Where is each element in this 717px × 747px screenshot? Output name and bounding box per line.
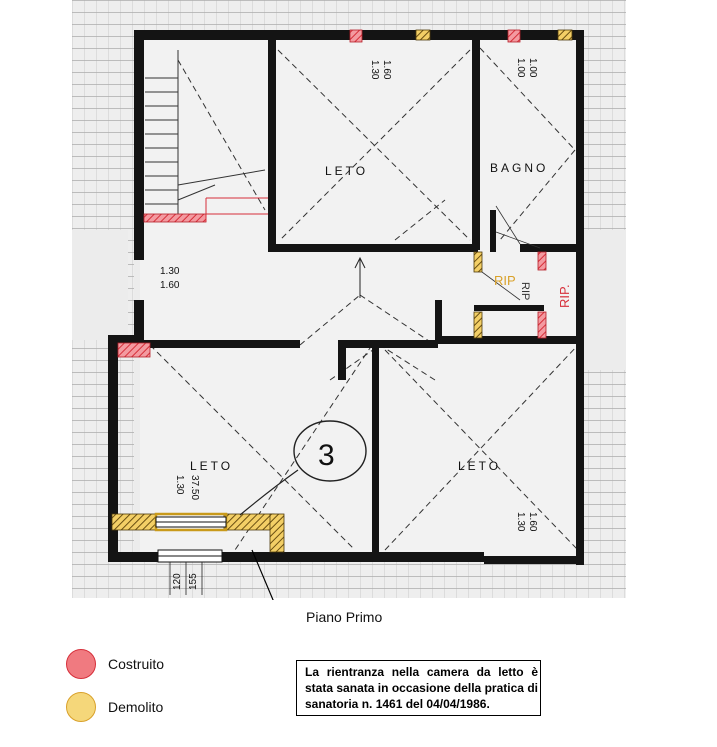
roof-clear-right bbox=[584, 230, 626, 370]
demolished-top-2 bbox=[558, 30, 572, 40]
wall-left-mid bbox=[134, 300, 144, 345]
dim-bottom-2: 37.50 bbox=[189, 475, 200, 501]
wall-closet bbox=[474, 305, 544, 311]
legend-label-built: Costruito bbox=[108, 656, 165, 672]
wall-bath-bottom bbox=[520, 244, 578, 252]
dim-top-right-1: 1.00 bbox=[515, 58, 526, 78]
built-bath-1 bbox=[538, 252, 546, 270]
wall-hall-right bbox=[438, 336, 578, 344]
legend-dot-demolished bbox=[66, 692, 96, 722]
dim-top-left-1: 1.30 bbox=[369, 60, 380, 80]
demolished-recess-mid bbox=[224, 514, 274, 530]
wall-top-far-right bbox=[520, 30, 558, 40]
dim-top-left-2: 1.60 bbox=[381, 60, 392, 80]
wall-right bbox=[576, 30, 584, 565]
label-bathroom: BAGNO bbox=[490, 161, 549, 175]
demolished-recess-right bbox=[270, 514, 284, 552]
wall-hall-mid bbox=[340, 340, 438, 348]
room-number: 3 bbox=[318, 439, 335, 472]
wall-room-top-left bbox=[268, 40, 276, 250]
wall-niche-right bbox=[435, 300, 442, 344]
label-bedroom-bottom-right: LETO bbox=[458, 459, 502, 473]
wall-hall-left bbox=[144, 340, 300, 348]
demolished-recess-left bbox=[112, 514, 156, 530]
wall-room-bottom bbox=[268, 244, 478, 252]
label-bedroom-bottom-left: LETO bbox=[190, 459, 234, 473]
wall-niche-top bbox=[338, 340, 346, 380]
wall-top-mid bbox=[362, 30, 416, 40]
legend-dot-built bbox=[66, 649, 96, 679]
demolished-rip-1 bbox=[474, 252, 482, 272]
built-top-1 bbox=[350, 30, 362, 42]
legend-item-demolished bbox=[66, 692, 163, 722]
built-bath-2 bbox=[538, 312, 546, 338]
label-rip-red: RIP. bbox=[557, 284, 572, 308]
wall-left-upper bbox=[134, 30, 144, 260]
wall-room-top-right bbox=[472, 40, 480, 250]
dim-bottom-120: 120 bbox=[172, 573, 183, 590]
roof-clear-left bbox=[72, 230, 128, 340]
wall-top-right bbox=[430, 30, 508, 40]
wall-bottom-right bbox=[484, 556, 584, 564]
wall-top-left bbox=[134, 30, 350, 40]
wall-bath-right bbox=[490, 210, 496, 252]
label-bedroom-top: LETO bbox=[325, 164, 369, 178]
wall-bottom-left bbox=[108, 552, 158, 562]
dim-right-2: 1.60 bbox=[527, 512, 538, 532]
dim-right-1: 1.30 bbox=[515, 512, 526, 532]
dim-bottom-155: 155 bbox=[188, 573, 199, 590]
built-left bbox=[118, 343, 150, 357]
dim-top-right-2: 1.00 bbox=[527, 58, 538, 78]
built-stair bbox=[144, 214, 206, 222]
roof-hatch-bottom bbox=[72, 560, 626, 598]
demolished-rip-2 bbox=[474, 312, 482, 338]
label-rip-ghost: RIP bbox=[519, 282, 531, 301]
built-top-2 bbox=[508, 30, 520, 42]
legend-item-built bbox=[66, 649, 164, 679]
label-rip-orange: RIP bbox=[494, 273, 516, 288]
dim-bottom-1: 1.30 bbox=[174, 475, 185, 495]
plan-caption: Piano Primo bbox=[306, 609, 383, 625]
dim-stair-1: 1.30 bbox=[160, 266, 180, 277]
roof-hatch-top bbox=[72, 0, 626, 30]
wall-bottom-mid bbox=[222, 552, 484, 562]
wall-divider bbox=[372, 345, 379, 557]
demolished-top-1 bbox=[416, 30, 430, 40]
legend-label-demolished: Demolito bbox=[108, 699, 164, 715]
dim-stair-2: 1.60 bbox=[160, 280, 180, 291]
note-box: La rientranza nella camera da letto è stata sanata in occasione della pratica di sanatoria n. 1461 del 04/04/1986. bbox=[296, 660, 541, 716]
